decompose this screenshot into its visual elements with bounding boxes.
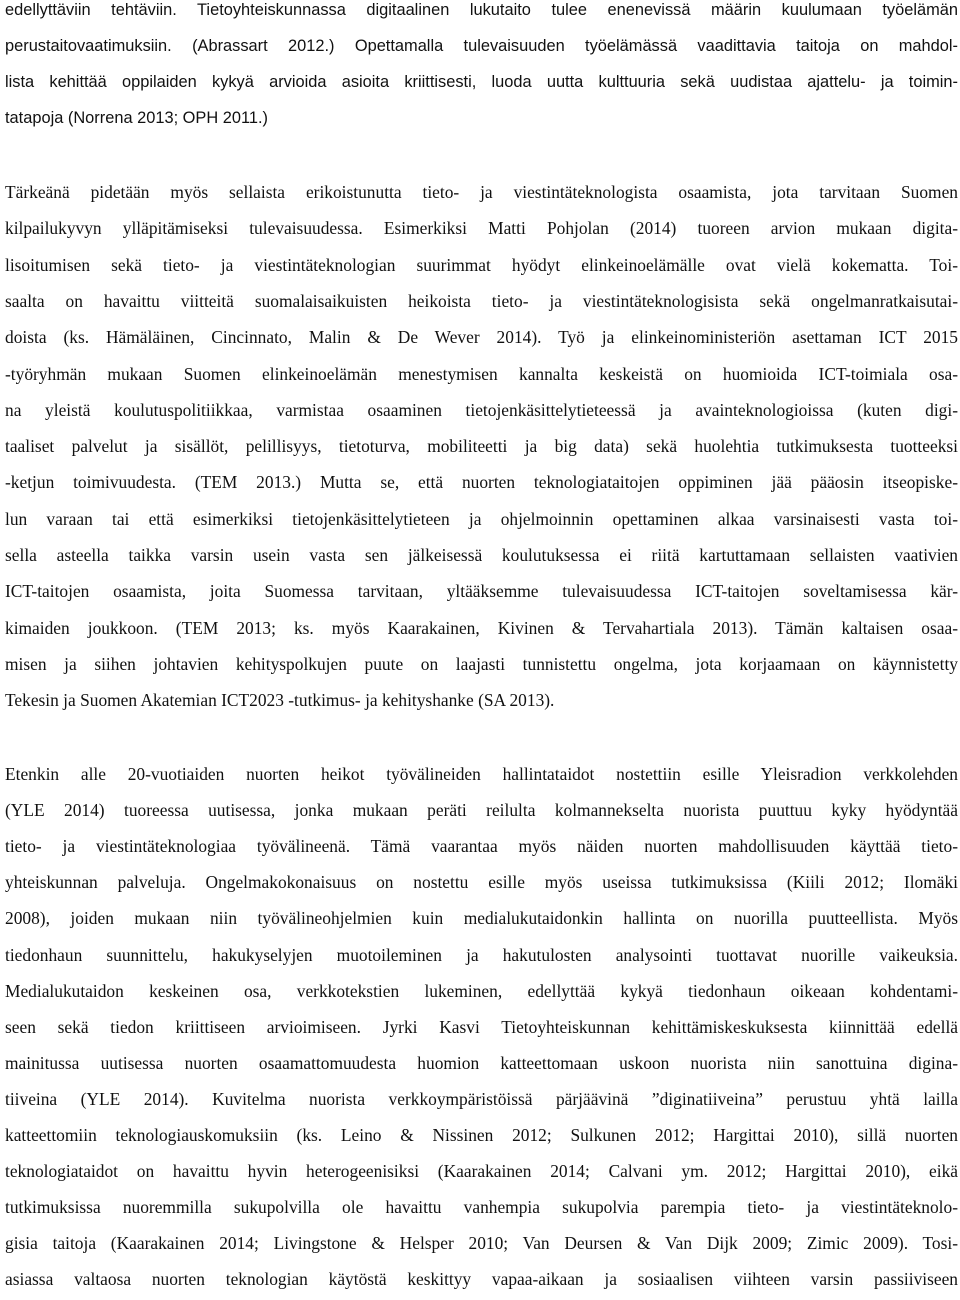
text-line: lun varaan tai että esimerkiksi tietojenkäsittelytieteen ja ohjelmoinnin opettaminen alkaa varsinaisesti vasta toi- <box>5 508 958 529</box>
text-line: tatapoja (Norrena 2013; OPH 2011.) <box>5 109 269 127</box>
text-line: tutkimuksissa nuoremmilla sukupolvilla ole havaittu vanhempia sukupolvia parempia tieto- ja viestintäteknolo- <box>5 1197 958 1218</box>
text-line: na yleistä koulutuspolitiikkaa, varmistaa osaaminen tietojenkäsittelytieteessä ja avainteknologioissa (kuten digi- <box>5 399 958 420</box>
text-line: yhteiskunnan palveluja. Ongelmakokonaisuus on nostettu esille myös useissa tutkimuksissa (Kiili 2012; Ilomäki <box>5 872 958 893</box>
text-line: perustaitovaatimuksiin. (Abrassart 2012.) Opettamalla tulevaisuuden työelämässä vaadittavia taitoja on mahdol- <box>5 37 958 55</box>
text-line: (YLE 2014) tuoreessa uutisessa, jonka mukaan peräti reilulta kolmannekselta nuorista puuttuu kyky hyödyntää <box>5 800 958 821</box>
text-line: taaliset palvelut ja sisällöt, pelillisyys, tietoturva, mobiliteetti ja big data) sekä huolehtia tutkimuksesta tuotteeksi <box>5 436 958 457</box>
text-line: teknologiataidot on havaittu hyvin heterogeenisiksi (Kaarakainen 2014; Calvani ym. 2012; Hargittai 2010), eikä <box>5 1161 958 1182</box>
text-line: Tekesin ja Suomen Akatemian ICT2023 -tutkimus- ja kehityshanke (SA 2013). <box>5 690 555 711</box>
text-line: ICT-taitojen osaamista, joita Suomessa tarvitaan, yltääksemme tulevaisuudessa ICT-taitojen soveltamisessa kär- <box>5 581 958 602</box>
text-line: seen sekä tiedon kriittiseen arvioimiseen. Jyrki Kasvi Tietoyhteiskunnan kehittämiskeskuksesta kiinnittää edellä <box>5 1016 958 1037</box>
text-line: tiiveina (YLE 2014). Kuvitelma nuorista verkkoympäristöissä pärjäävinä ”diginatiiveina” perustuu yhtä lailla <box>5 1088 958 1109</box>
text-line: tieto- ja viestintäteknologiaa työvälineenä. Tämä vaarantaa myös näiden nuorten mahdollisuuden käyttää tieto- <box>5 836 958 857</box>
text-line: doista (ks. Hämäläinen, Cincinnato, Malin & De Wever 2014). Työ ja elinkeinoministeriön asettaman ICT 2015 <box>5 327 958 348</box>
text-line: Tärkeänä pidetään myös sellaista erikoistunutta tieto- ja viestintäteknologista osaamista, jota tarvitaan Suomen <box>5 182 958 202</box>
text-line: gisia taitoja (Kaarakainen 2014; Livingstone & Helsper 2010; Van Deursen & Van Dijk 2009; Zimic 2009). Tosi- <box>5 1233 958 1254</box>
text-line: lisoitumisen sekä tieto- ja viestintäteknologian suurimmat hyödyt elinkeinoelämälle ovat vielä kokematta. Toi- <box>5 254 958 275</box>
text-line: -työryhmän mukaan Suomen elinkeinoelämän menestymisen kannalta keskeistä on huomioida ICT-toimiala osa- <box>5 363 958 384</box>
text-line: kilpailukyvyn ylläpitämiseksi tulevaisuudessa. Esimerkiksi Matti Pohjolan (2014) tuoreen arvion mukaan digita- <box>5 218 958 239</box>
text-line: edellyttäviin tehtäviin. Tietoyhteiskunnassa digitaalinen lukutaito tulee enenevissä määrin kuulumaan työelämän <box>5 1 958 19</box>
text-line: saalta on havaittu viitteitä suomalaisaikuisten heikoista tieto- ja viestintäteknologisista sekä ongelmanratkaisutai- <box>5 290 958 311</box>
text-line: kimaiden joukkoon. (TEM 2013; ks. myös Kaarakainen, Kivinen & Tervahartiala 2013). Tämän kaltaisen osaa- <box>5 617 958 638</box>
text-line: mainitussa uutisessa nuorten osaamattomuudesta huomion katteettomaan uskoon nuorista niin sanottuina digina- <box>5 1052 958 1073</box>
text-line: -ketjun toimivuudesta. (TEM 2013.) Mutta se, että nuorten teknologiataitojen oppiminen jää pääosin itseopiske- <box>5 472 958 493</box>
text-line: misen ja siihen johtavien kehityspolkujen puute on laajasti tunnistettu ongelma, jota korjaamaan on käynnistetty <box>5 653 958 674</box>
text-line: Etenkin alle 20-vuotiaiden nuorten heikot työvälineiden hallintataidot nostettiin esille Yleisradion verkkolehden <box>5 764 958 784</box>
text-line: sella asteella taikka varsin usein vasta sen jälkeisessä koulutuksessa ei riitä kartuttamaan sellaisten vaativien <box>5 545 958 565</box>
text-line: tiedonhaun suunnittelu, hakukyselyjen muotoileminen ja hakutulosten analysointi tuottavat nuorille vaikeuksia. <box>5 944 958 965</box>
text-line: 2008), joiden mukaan niin työvälineohjelmien kuin medialukutaidonkin hallinta on nuorilla puutteellista. Myös <box>5 908 958 929</box>
text-line: Medialukutaidon keskeinen osa, verkkotekstien lukeminen, edellyttää kykyä tiedonhaun oikeaan kohdentami- <box>5 980 958 1001</box>
text-line: katteettomiin teknologiauskomuksiin (ks. Leino & Nissinen 2012; Sulkunen 2012; Hargittai 2010), sillä nuorten <box>5 1125 958 1145</box>
text-line: lista kehittää oppilaiden kykyä arvioida asioita kriittisesti, luoda uutta kulttuuria sekä uudistaa ajattelu- ja toimin- <box>5 73 958 91</box>
text-line: asiassa valtaosa nuorten teknologian käytöstä keskittyy vapaa-aikaan ja sosiaalisen viihteen varsin passiiviseen <box>5 1269 958 1290</box>
